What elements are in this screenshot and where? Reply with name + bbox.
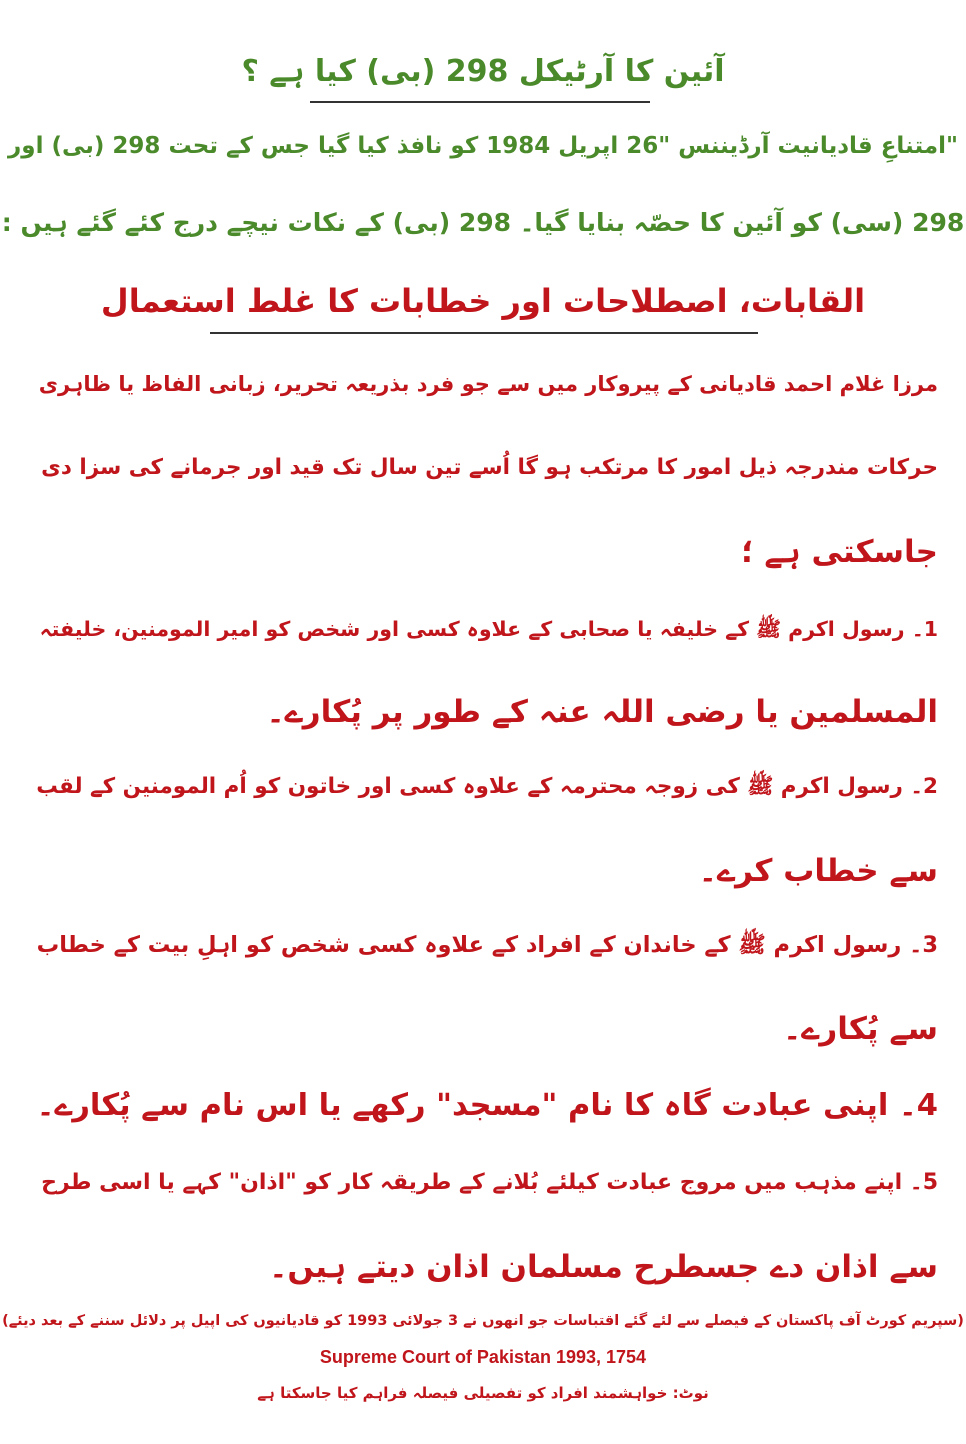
- body-line-3: جاسکتی ہے ؛: [741, 534, 938, 570]
- point-1-line-1: 1۔ رسول اکرم ﷺ کے خلیفہ یا صحابی کے علاوہ کسی اور شخص کو امیر المومنین، خلیفتہ: [39, 617, 938, 641]
- intro-line-1: "امتناعِ قادیانیت آرڈیننس "26 اپریل 1984 کو نافذ کیا گیا جس کے تحت 298 (بی) اور: [8, 133, 958, 159]
- body-line-1: مرزا غلام احمد قادیانی کے پیروکار میں سے جو فرد بذریعہ تحریر، زبانی الفاظ یا ظاہری: [38, 372, 938, 396]
- point-3-line-1: 3۔ رسول اکرم ﷺ کے خاندان کے افراد کے علاوہ کسی شخص کو اہلِ بیت کے خطاب: [36, 932, 938, 958]
- point-3-line-2: سے پُکارے۔: [783, 1011, 938, 1047]
- reference-urdu: (سپریم کورٹ آف پاکستان کے فیصلے سے لئے گئے اقتباسات جو انھوں نے 3 جولائی 1993 کو قادیانیوں کی اپیل پر دلائل سننے کے بعد دیئے): [2, 1313, 964, 1329]
- point-2-line-2: سے خطاب کرے۔: [698, 853, 938, 889]
- point-2-line-1: 2۔ رسول اکرم ﷺ کی زوجہ محترمہ کے علاوہ کسی اور خاتون کو اُم المومنین کے لقب: [36, 774, 938, 799]
- point-1-line-2: المسلمین یا رضی اللہ عنہ کے طور پر پُکارے۔: [266, 694, 938, 730]
- reference-english: Supreme Court of Pakistan 1993, 1754: [319, 1347, 647, 1367]
- footer-note: نوٹ: خواہشمند افراد کو تفصیلی فیصلہ فراہم کیا جاسکتا ہے: [257, 1384, 709, 1402]
- point-5-line-2: سے اذان دے جسطرح مسلمان اذان دیتے ہیں۔: [269, 1249, 938, 1285]
- point-4-line: 4۔ اپنی عبادت گاہ کا نام "مسجد" رکھے یا اس نام سے پُکارے۔: [36, 1088, 938, 1123]
- heading-underline: [210, 332, 758, 334]
- intro-line-2: 298 (سی) کو آئین کا حصّہ بنایا گیا۔ 298 (بی) کے نکات نیچے درج کئے گئے ہیں :: [1, 208, 965, 237]
- title-underline: [310, 101, 650, 103]
- point-5-line-1: 5۔ اپنے مذہب میں مروج عبادت کیلئے بُلانے کے طریقہ کار کو "اذان" کہے یا اسی طرح: [41, 1170, 938, 1195]
- page-title: آئین کا آرٹیکل 298 (بی) کیا ہے ؟: [241, 54, 725, 89]
- body-line-2: حرکات مندرجہ ذیل امور کا مرتکب ہو گا اُسے تین سال تک قید اور جرمانے کی سزا دی: [41, 455, 938, 480]
- section-heading: القابات، اصطلاحات اور خطابات کا غلط استعمال: [100, 282, 866, 320]
